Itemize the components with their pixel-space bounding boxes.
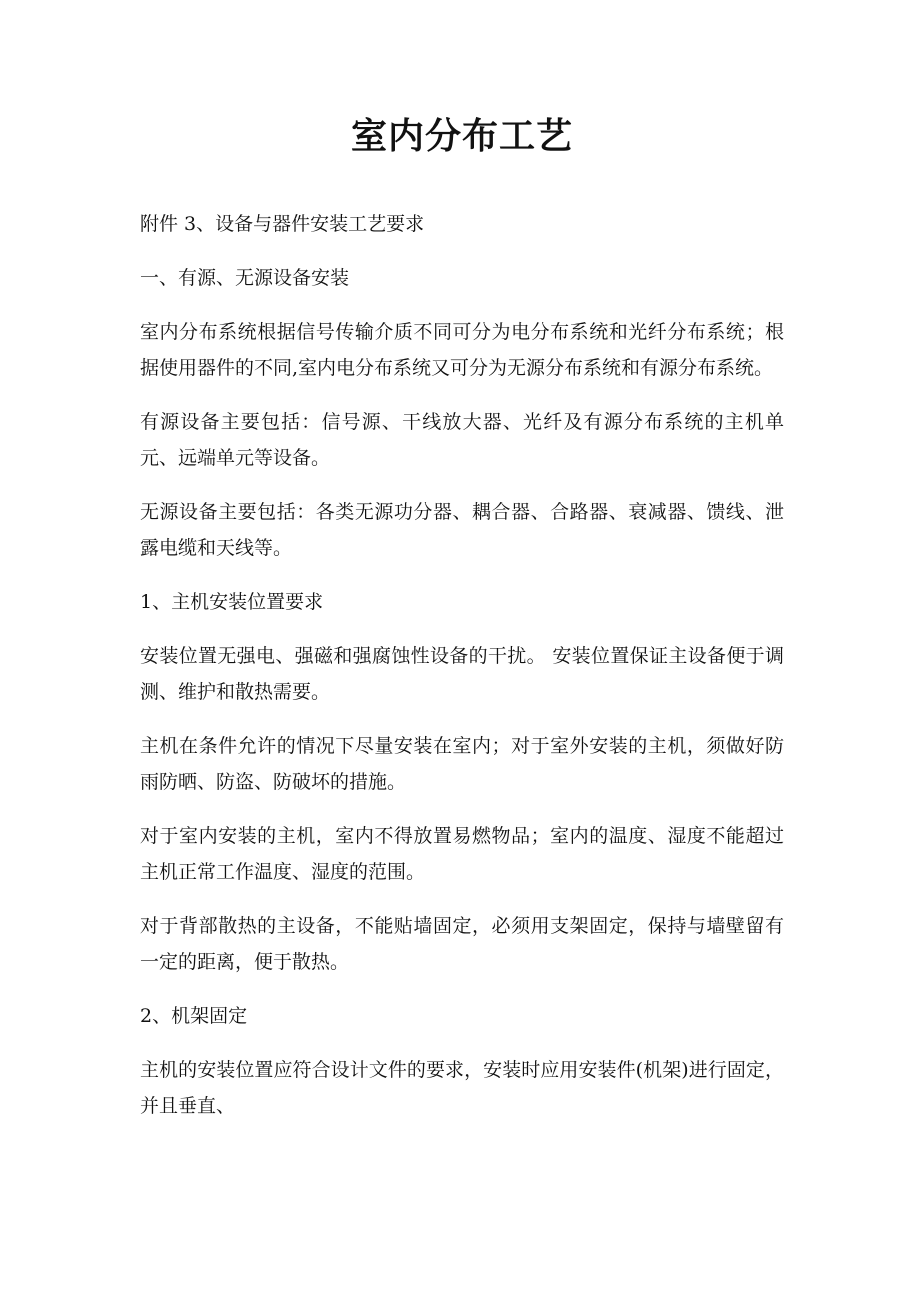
body-paragraph: 有源设备主要包括：信号源、干线放大器、光纤及有源分布系统的主机单元、远端单元等设备。 <box>140 411 784 469</box>
body-paragraph: 对于背部散热的主设备，不能贴墙固定，必须用支架固定，保持与墙壁留有一定的距离，便于散热。 <box>140 915 784 973</box>
subsection-heading: 1、主机安装位置要求 <box>140 591 324 613</box>
body-paragraph: 对于室内安装的主机，室内不得放置易燃物品；室内的温度、湿度不能超过主机正常工作温度、湿度的范围。 <box>140 825 784 883</box>
body-paragraph: 室内分布系统根据信号传输介质不同可分为电分布系统和光纤分布系统；根据使用器件的不同,室内电分布系统又可分为无源分布系统和有源分布系统。 <box>140 321 784 379</box>
section-heading: 一、有源、无源设备安装 <box>140 267 350 289</box>
document-title: 室内分布工艺 <box>350 115 573 157</box>
body-paragraph: 主机在条件允许的情况下尽量安装在室内；对于室外安装的主机，须做好防雨防晒、防盗、防破坏的措施。 <box>140 735 784 793</box>
body-paragraph: 安装位置无强电、强磁和强腐蚀性设备的干扰。 安装位置保证主设备便于调测、维护和散热需要。 <box>140 645 784 703</box>
appendix-heading: 附件 3、设备与器件安装工艺要求 <box>140 213 425 235</box>
body-paragraph: 主机的安装位置应符合设计文件的要求，安装时应用安装件(机架)进行固定，并且垂直、 <box>140 1059 784 1117</box>
body-paragraph: 无源设备主要包括：各类无源功分器、耦合器、合路器、衰减器、馈线、泄露电缆和天线等。 <box>140 501 784 559</box>
subsection-heading: 2、机架固定 <box>140 1005 248 1027</box>
